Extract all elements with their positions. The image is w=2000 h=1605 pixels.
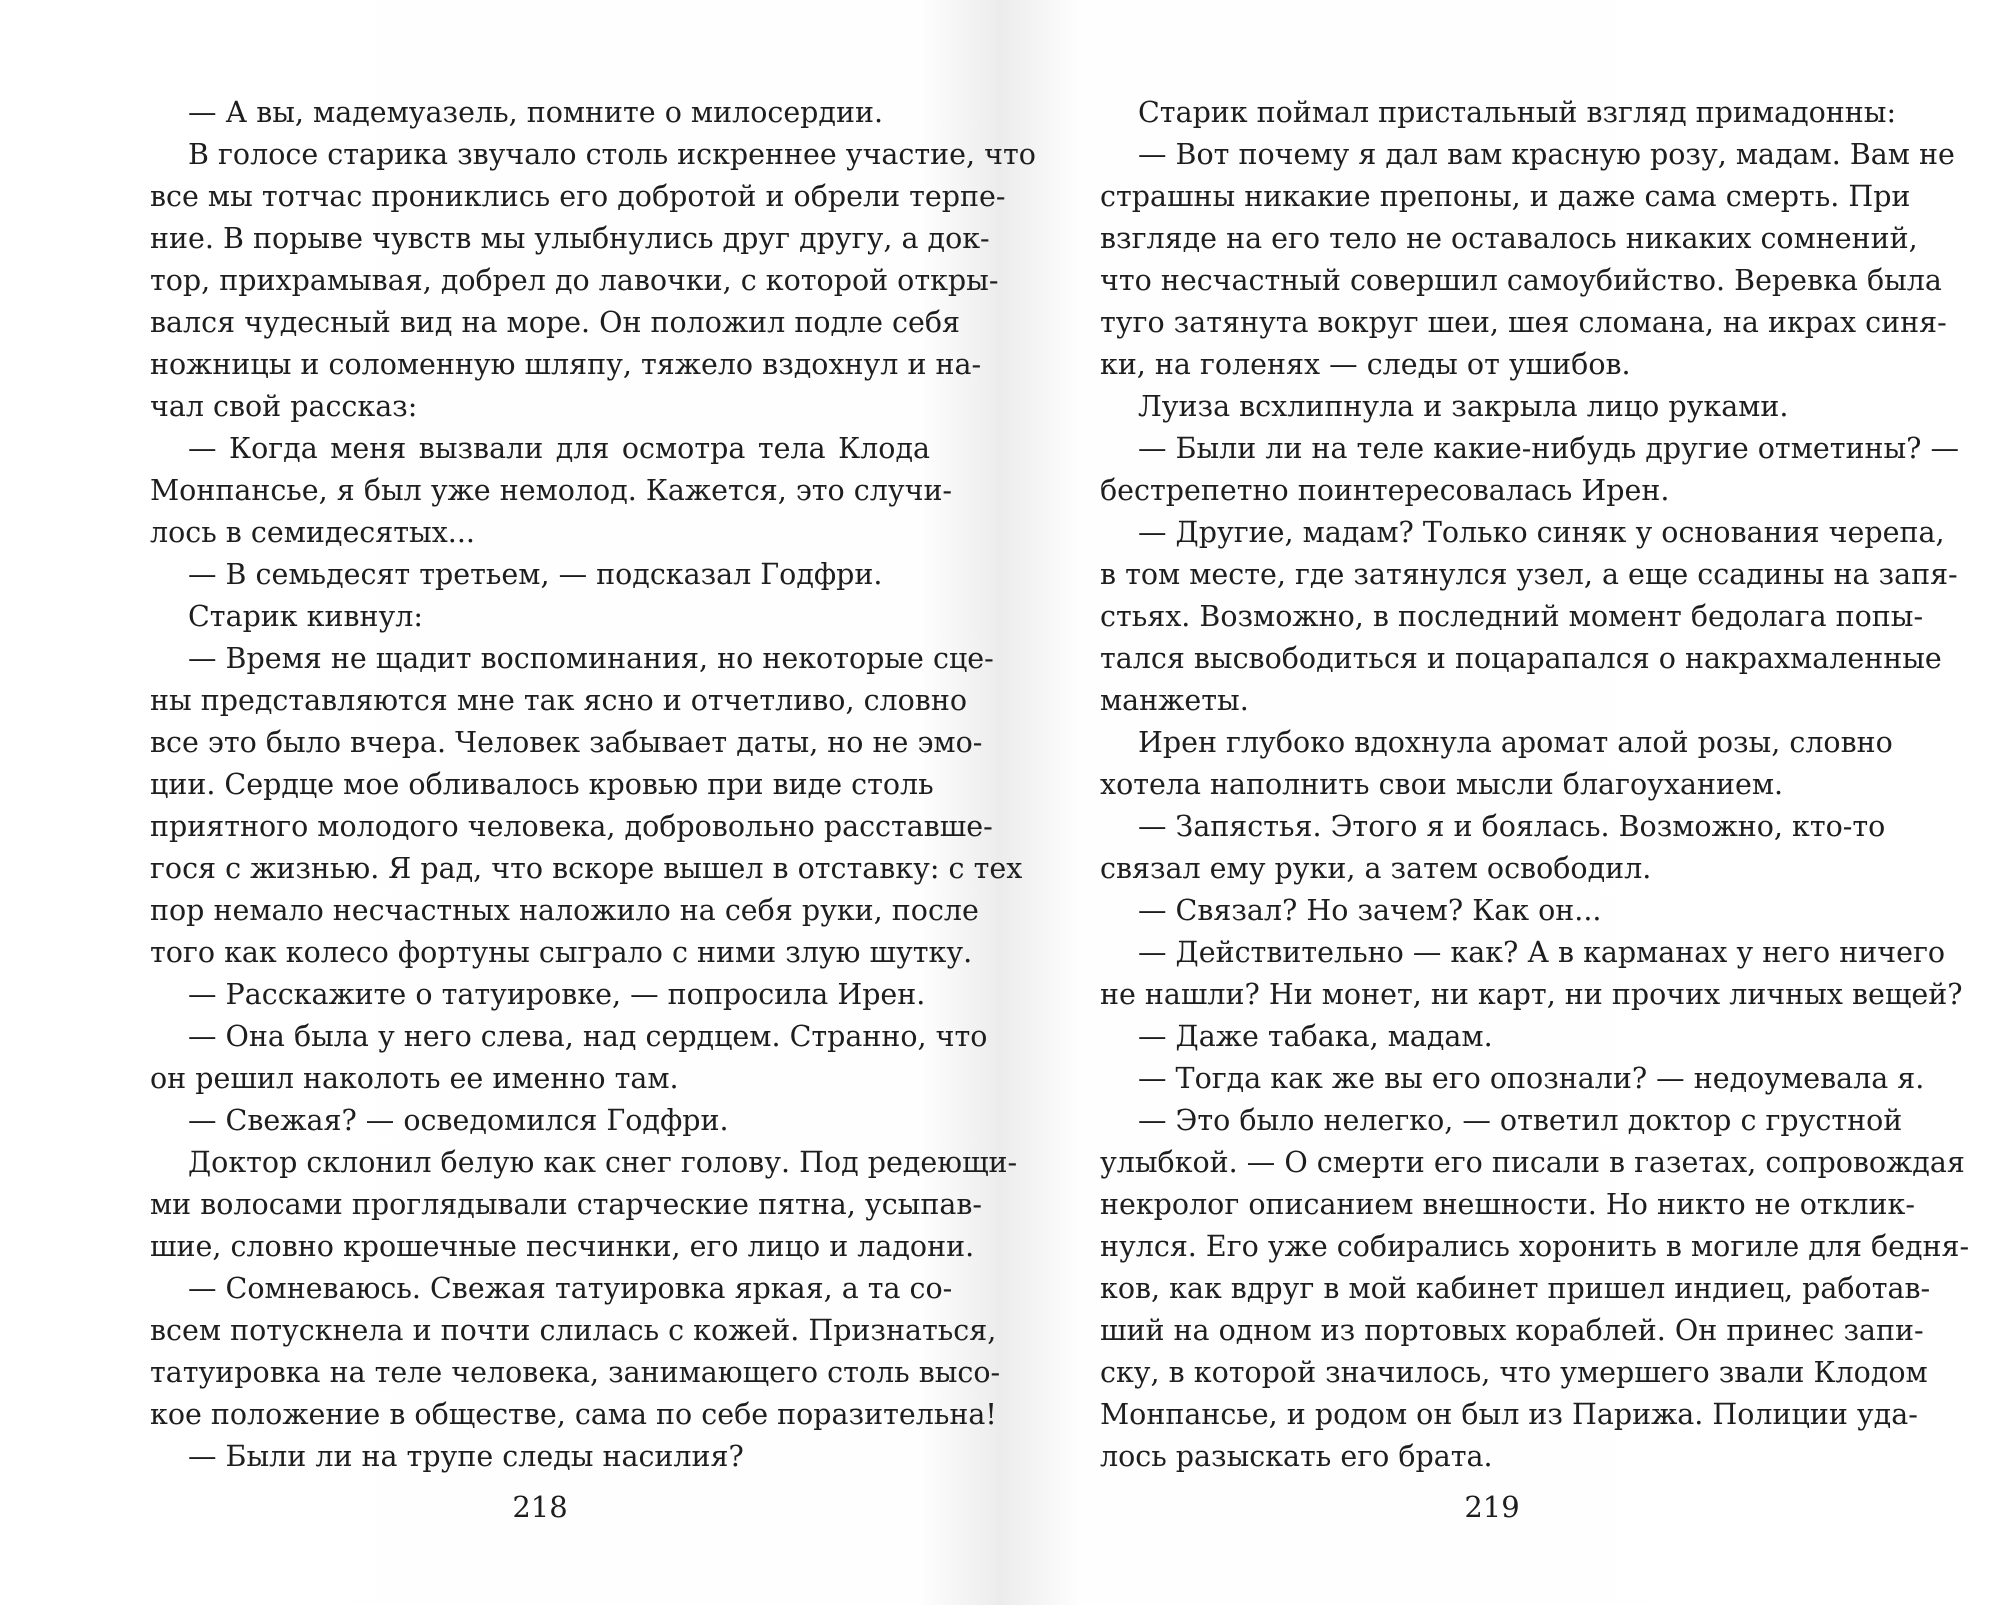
- text-line: улыбкой. — О смерти его писали в газетах, сопровождая: [1100, 1146, 1965, 1179]
- text-line: вался чудесный вид на море. Он положил подле себя: [150, 306, 961, 339]
- text-line: нулся. Его уже собирались хоронить в могиле для бедня-: [1100, 1230, 1970, 1263]
- text-line: — Расскажите о татуировке, — попросила Ирен.: [188, 978, 926, 1011]
- text-line: связал ему руки, а затем освободил.: [1100, 852, 1652, 885]
- text-line: что несчастный совершил самоубийство. Веревка была: [1100, 264, 1942, 297]
- text-line: Монпансье, и родом он был из Парижа. Полиции уда-: [1100, 1398, 1918, 1431]
- text-line: шие, словно крошечные песчинки, его лицо и ладони.: [150, 1230, 975, 1263]
- text-line: туго затянута вокруг шеи, шея сломана, на икрах синя-: [1100, 306, 1947, 339]
- text-line: не нашли? Ни монет, ни карт, ни прочих личных вещей?: [1100, 978, 1963, 1011]
- text-line: взгляде на его тело не оставалось никаких сомнений,: [1100, 222, 1918, 255]
- text-line: бестрепетно поинтересовалась Ирен.: [1100, 474, 1670, 507]
- left-page-text: [150, 92, 1036, 1478]
- left-page-number: 218: [512, 1490, 568, 1524]
- text-line: Доктор склонил белую как снег голову. Под редеющи-: [188, 1146, 1018, 1179]
- text-line: ки, на голенях — следы от ушибов.: [1100, 348, 1631, 381]
- text-line: Старик кивнул:: [188, 600, 423, 633]
- text-line: — Время не щадит воспоминания, но некоторые сце-: [188, 642, 994, 675]
- text-line: Луиза всхлипнула и закрыла лицо руками.: [1138, 390, 1789, 423]
- text-line: лось разыскать его брата.: [1100, 1440, 1493, 1473]
- text-line: гося с жизнью. Я рад, что вскоре вышел в отставку: с тех: [150, 852, 1023, 885]
- text-line: хотела наполнить свои мысли благоуханием.: [1100, 768, 1784, 801]
- text-line: все мы тотчас прониклись его добротой и обрели терпе-: [150, 180, 1006, 213]
- text-line: в том месте, где затянулся узел, а еще ссадины на запя-: [1100, 558, 1958, 591]
- text-line: — Были ли на трупе следы насилия?: [188, 1440, 744, 1473]
- text-line: ску, в которой значилось, что умершего звали Клодом: [1100, 1356, 1928, 1389]
- text-line: ны представляются мне так ясно и отчетливо, словно: [150, 684, 967, 717]
- text-line: пор немало несчастных наложило на себя руки, после: [150, 894, 979, 927]
- text-line: лось в семидесятых...: [150, 516, 475, 549]
- text-line: кое положение в обществе, сама по себе поразительна!: [150, 1398, 997, 1431]
- text-line: В голосе старика звучало столь искреннее участие, что: [188, 138, 1036, 171]
- right-page-text: [1100, 92, 1970, 1478]
- text-line: стьях. Возможно, в последний момент бедолага попы-: [1100, 600, 1924, 633]
- right-page-number: 219: [1464, 1490, 1520, 1524]
- text-line: тался высвободиться и поцарапался о накрахмаленные: [1100, 642, 1942, 675]
- text-line: тор, прихрамывая, добрел до лавочки, с которой откры-: [150, 264, 999, 297]
- text-line: — Были ли на теле какие-нибудь другие отметины? —: [1138, 432, 1960, 465]
- text-line: ший на одном из портовых кораблей. Он принес запи-: [1100, 1314, 1924, 1347]
- text-line: татуировка на теле человека, занимающего столь высо-: [150, 1356, 1001, 1389]
- text-line: манжеты.: [1100, 684, 1249, 717]
- text-line: ков, как вдруг в мой кабинет пришел индиец, работав-: [1100, 1272, 1931, 1305]
- text-line: — Когда меня вызвали для осмотра тела Клода: [188, 432, 930, 465]
- text-line: Монпансье, я был уже немолод. Кажется, это случи-: [150, 474, 953, 507]
- text-line: ножницы и соломенную шляпу, тяжело вздохнул и на-: [150, 348, 982, 381]
- text-line: страшны никакие препоны, и даже сама смерть. При: [1100, 180, 1911, 213]
- text-line: того как колесо фортуны сыграло с ними злую шутку.: [150, 936, 973, 969]
- text-line: — Связал? Но зачем? Как он...: [1138, 894, 1602, 927]
- text-line: ми волосами проглядывали старческие пятна, усыпав-: [150, 1188, 982, 1221]
- text-line: — Даже табака, мадам.: [1138, 1020, 1493, 1053]
- text-line: чал свой рассказ:: [150, 390, 418, 423]
- text-line: Ирен глубоко вдохнула аромат алой розы, словно: [1138, 726, 1893, 759]
- text-line: — Она была у него слева, над сердцем. Странно, что: [188, 1020, 988, 1053]
- text-line: — Вот почему я дал вам красную розу, мадам. Вам не: [1138, 138, 1955, 171]
- text-line: ние. В порыве чувств мы улыбнулись друг другу, а док-: [150, 222, 990, 255]
- text-line: — Другие, мадам? Только синяк у основания черепа,: [1138, 516, 1945, 549]
- text-line: — Действительно — как? А в карманах у него ничего: [1138, 936, 1946, 969]
- text-line: — Тогда как же вы его опознали? — недоумевала я.: [1138, 1062, 1925, 1095]
- text-line: — Запястья. Этого я и боялась. Возможно, кто-то: [1138, 810, 1886, 843]
- text-line: — Сомневаюсь. Свежая татуировка яркая, а та со-: [188, 1272, 953, 1305]
- text-line: — А вы, мадемуазель, помните о милосердии.: [188, 96, 884, 129]
- text-line: он решил наколоть ее именно там.: [150, 1062, 679, 1095]
- text-line: некролог описанием внешности. Но никто не отклик-: [1100, 1188, 1915, 1221]
- text-line: — Свежая? — осведомился Годфри.: [188, 1104, 729, 1137]
- text-line: ции. Сердце мое обливалось кровью при виде столь: [150, 768, 934, 801]
- text-line: Старик поймал пристальный взгляд примадонны:: [1138, 96, 1897, 129]
- text-line: все это было вчера. Человек забывает даты, но не эмо-: [150, 726, 983, 759]
- text-line: — В семьдесят третьем, — подсказал Годфри.: [188, 558, 883, 591]
- text-line: — Это было нелегко, — ответил доктор с грустной: [1138, 1104, 1903, 1137]
- text-line: всем потускнела и почти слилась с кожей. Признаться,: [150, 1314, 997, 1347]
- text-line: приятного молодого человека, добровольно расставше-: [150, 810, 993, 843]
